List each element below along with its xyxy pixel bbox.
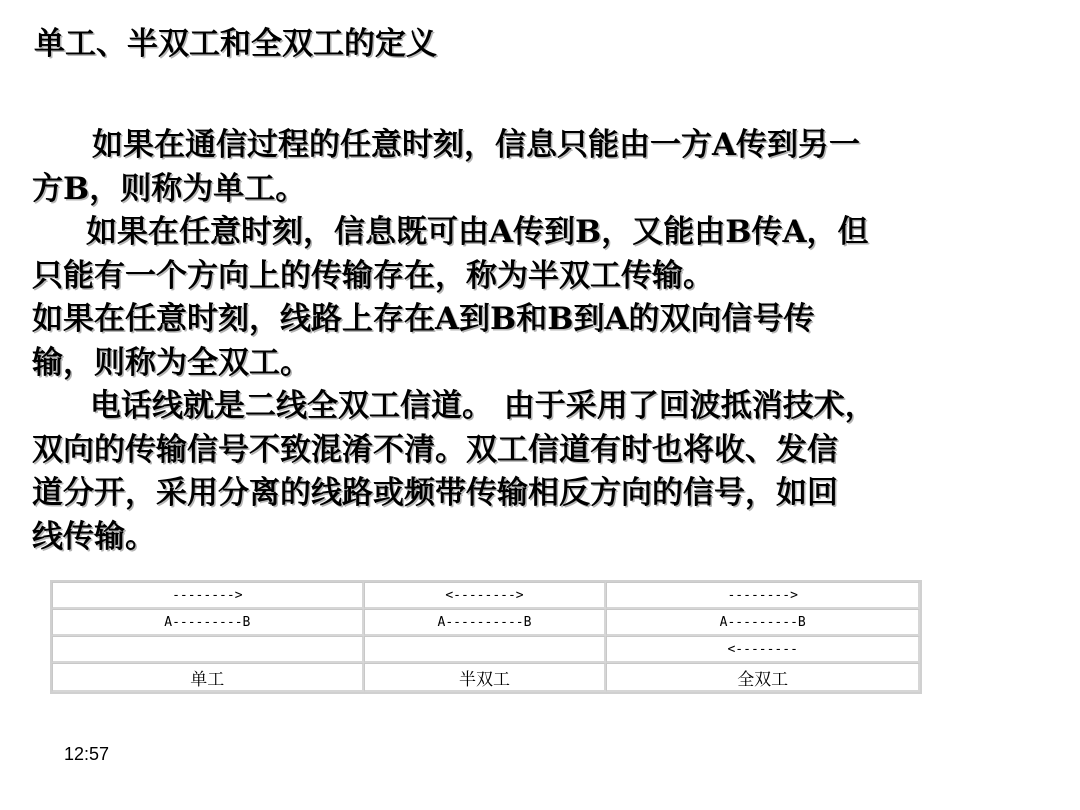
table-cell: A----------B [364, 609, 607, 636]
slide-timestamp: 12:57 [64, 744, 110, 764]
text-line: 只能有一个方向上的传输存在，称为半双工传输。 [32, 257, 714, 294]
text-line: 双向的传输信号不致混淆不清。双工信道有时也将收、发信 [32, 431, 838, 468]
table-cell [364, 636, 607, 663]
text-line: 电话线就是二线全双工信道。 由于采用了回波抵消技术， [90, 388, 876, 424]
text-line: 输，则称为全双工。 [32, 344, 311, 381]
text-line: 方B，则称为单工。 [32, 170, 307, 207]
table-row [52, 663, 920, 692]
table-cell [52, 636, 364, 663]
table-cell-label: 半双工 [364, 663, 607, 692]
table-cell-label: 单工 [52, 663, 364, 692]
table-cell: A---------B [52, 609, 364, 636]
table-cell: <--------> [364, 582, 607, 609]
table-cell: --------> [52, 582, 364, 609]
duplex-diagram-table [50, 580, 922, 694]
table-row [52, 609, 920, 636]
text-line: 如果在通信过程的任意时刻，信息只能由一方A传到另一 [92, 127, 861, 163]
text-line: 道分开，采用分离的线路或频带传输相反方向的信号，如回 [32, 475, 838, 511]
table-row [52, 582, 920, 609]
text-line: 线传输。 [32, 518, 156, 555]
table-cell: A---------B [606, 609, 920, 636]
table-cell: --------> [606, 582, 920, 609]
text-line: 如果在任意时刻，信息既可由A传到B，又能由B传A，但 [86, 214, 869, 250]
table-row [52, 636, 920, 663]
text-line: 如果在任意时刻，线路上存在A到B和B到A的双向信号传 [32, 301, 815, 337]
slide-title: 单工、半双工和全双工的定义 [34, 26, 437, 62]
definition-text [32, 124, 1052, 559]
table-cell-label: 全双工 [606, 663, 920, 692]
table-cell: <-------- [606, 636, 920, 663]
